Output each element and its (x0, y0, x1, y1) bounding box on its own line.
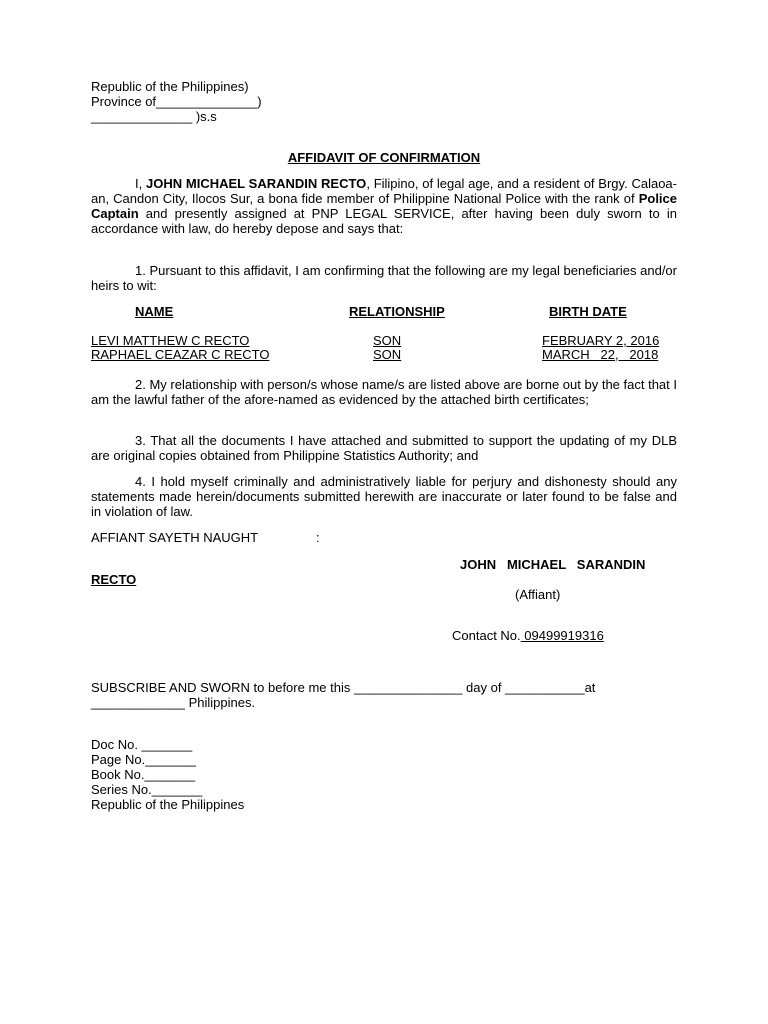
affiant-label: (Affiant) (515, 587, 561, 602)
contact-label: Contact No. (452, 628, 521, 643)
table-row-2-birth-date: MARCH 22, 2018 (542, 347, 659, 362)
contact-number: 09499919316 (520, 628, 604, 643)
table-row-1-name: LEVI MATTHEW C RECTO (91, 333, 250, 348)
column-header-relationship: RELATIONSHIP (349, 304, 445, 319)
paragraph-2-text: 2. My relationship with person/s whose name/s are listed above are borne out by the fact that I am the lawful father of the afore-named as evidenced by the attached birth certificates; (91, 377, 677, 407)
document-title: AFFIDAVIT OF CONFIRMATION (287, 150, 481, 165)
header-province: Province of______________) (91, 94, 262, 109)
paragraph-3 (91, 433, 677, 463)
header-ss: ______________ )s.s (91, 109, 217, 124)
signature-name-line1: JOHN MICHAEL SARANDIN (460, 557, 646, 572)
column-header-name: NAME (135, 304, 174, 319)
header-republic: Republic of the Philippines) (91, 79, 249, 94)
affiant-colon: : (316, 530, 320, 545)
doc-no: Doc No. _______ (91, 737, 193, 752)
table-row-2-name: RAPHAEL CEAZAR C RECTO (91, 347, 270, 362)
table-row-1-birth-date: FEBRUARY 2, 2016 (542, 333, 660, 348)
signature-name-line2: RECTO (91, 572, 137, 587)
paragraph-3-text: 3. That all the documents I have attached and submitted to support the updating of my DLB are original copies obtained from Philippine Statistics Authority; and (91, 433, 677, 463)
book-no: Book No._______ (91, 767, 196, 782)
table-row-2-relationship: SON (373, 347, 402, 362)
intro-part2: , Filipino, of legal age, and a resident of Brgy. Calaoa-an, Candon City, Ilocos Sur, a bona fide member of Philippine National Police with the rank of (91, 176, 677, 206)
paragraph-1 (91, 263, 677, 293)
jurat-line-2: _____________ Philippines. (91, 695, 256, 710)
paragraph-4 (91, 474, 677, 519)
series-no: Series No._______ (91, 782, 203, 797)
paragraph-1-text: 1. Pursuant to this affidavit, I am confirming that the following are my legal beneficiaries and/or heirs to wit: (91, 263, 677, 293)
contact-line (452, 628, 604, 643)
paragraph-2 (91, 377, 677, 407)
page-no: Page No._______ (91, 752, 196, 767)
intro-paragraph (91, 176, 677, 236)
affiant-name: JOHN MICHAEL SARANDIN RECTO (146, 176, 367, 191)
paragraph-4-text: 4. I hold myself criminally and administratively liable for perjury and dishonesty should any statements made herein/documents submitted herewith are inaccurate or later found to be false and in violation of law. (91, 474, 677, 519)
affiant-rank: Police Captain (91, 191, 677, 221)
intro-part1: I, (135, 176, 146, 191)
table-row-1-relationship: SON (373, 333, 402, 348)
affiant-sayeth-naught: AFFIANT SAYETH NAUGHT (91, 530, 259, 545)
notarial-republic: Republic of the Philippines (91, 797, 245, 812)
intro-part3: and presently assigned at PNP LEGAL SERVICE, after having been duly sworn to in accordance with law, do hereby depose and says that: (91, 206, 677, 236)
column-header-birth-date: BIRTH DATE (549, 304, 627, 319)
jurat-line-1: SUBSCRIBE AND SWORN to before me this _______________ day of ___________at (91, 680, 596, 695)
